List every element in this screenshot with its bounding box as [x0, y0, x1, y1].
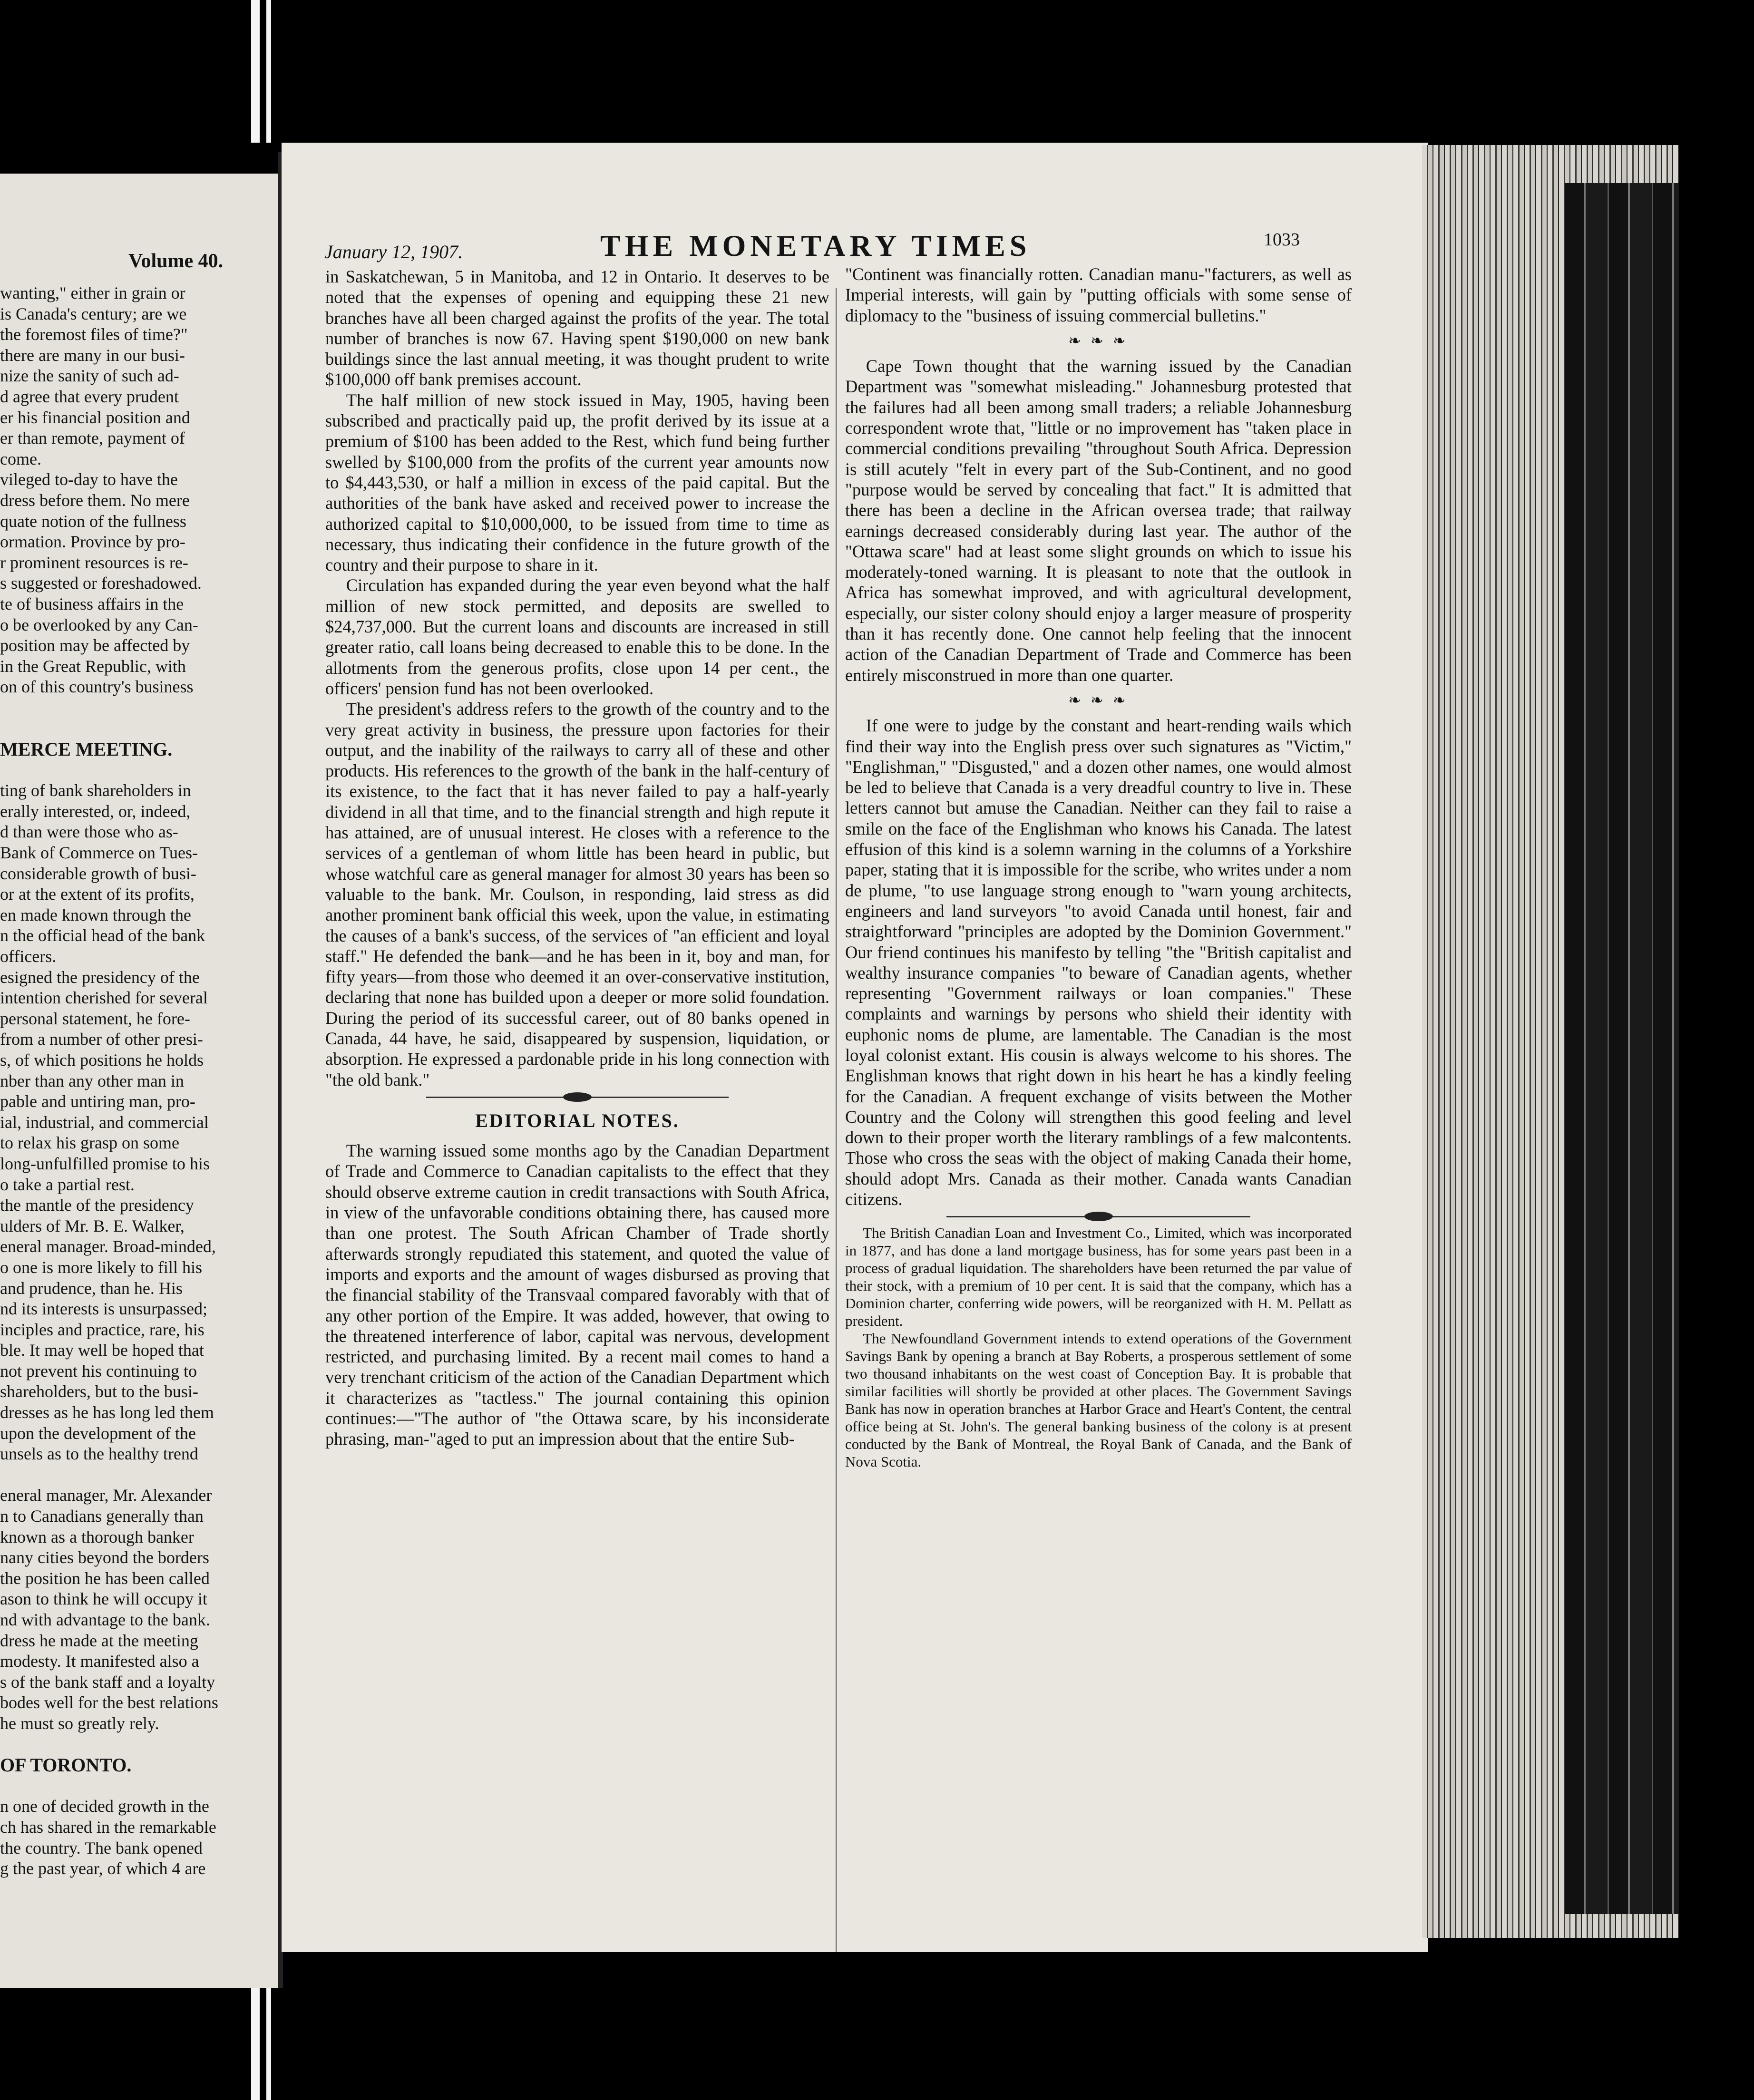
left-page-line: [0, 1776, 269, 1797]
left-page-line: or at the extent of its profits,: [0, 885, 195, 904]
left-page-line: vileged to-day to have the: [0, 470, 178, 489]
left-page-line: n to Canadians generally than: [0, 1507, 204, 1526]
film-mark-top-1: [251, 0, 260, 143]
left-page-line: nd its interests is unsurpassed;: [0, 1299, 207, 1319]
left-page-line: unsels as to the healthy trend: [0, 1444, 198, 1464]
left-page-line: erally interested, or, indeed,: [0, 801, 191, 821]
left-page-line: nany cities beyond the borders: [0, 1548, 209, 1567]
left-page-line: n the official head of the bank: [0, 926, 205, 945]
left-page-line: ason to think he will occupy it: [0, 1589, 207, 1609]
col2-paragraph-1: "Continent was financially rotten. Canadian manu-"facturers, as well as Imperial interests, will gain by "putting officials with some sense of diplomacy to the "business of issuing commercial bulletins.": [845, 264, 1352, 325]
left-page-line: considerable growth of busi-: [0, 864, 196, 883]
left-page-line: the country. The bank opened: [0, 1838, 203, 1857]
left-page-line: s suggested or foreshadowed.: [0, 574, 202, 593]
left-page-line: o one is more likely to fill his: [0, 1257, 202, 1277]
column-1: [325, 266, 829, 1449]
left-page-volume: Volume 40.: [128, 250, 224, 272]
col1-paragraph-5: The warning issued some months ago by the Canadian Department of Trade and Commerce to Canadian capitalists to the effect that they should observe extreme caution in credit transactions with South Africa, in view of the unfavorable conditions obtaining there, has caused more than one protest. The South African Chamber of Trade shortly afterwards strongly repudiated this statement, and quoted the value of imports and exports and the amount of wages disbursed as proving that the financial stability of the Transvaal compared favorably with that of any other portion of the Empire. It was added, however, that owing to the threatened interference of labor, capital was nervous, development restricted, and purchasing limited. By a recent mail comes to hand a very trenchant criticism of the action of the Canadian Department which it characterizes as "tactless." The journal containing this opinion continues:—"The author of "the Ottawa scare, by his inconsiderate phrasing, man-"aged to put an impression about that the entire Sub-: [325, 1141, 829, 1449]
left-page-line: [0, 698, 269, 719]
header-date: January 12, 1907.: [324, 241, 463, 262]
left-page-line: dresses as he has long led them: [0, 1403, 214, 1422]
left-page-line: ial, industrial, and commercial: [0, 1112, 209, 1132]
header-title: THE MONETARY TIMES: [600, 229, 1031, 262]
left-page-line: known as a thorough banker: [0, 1527, 194, 1546]
left-page-line: modesty. It manifested also a: [0, 1652, 199, 1671]
left-page: [0, 174, 278, 1988]
ornament-2: ❧ ❧ ❧: [1068, 691, 1129, 709]
left-page-line: en made known through the: [0, 905, 191, 924]
left-page-line: and prudence, than he. His: [0, 1278, 183, 1298]
left-page-line: nize the sanity of such ad-: [0, 366, 179, 386]
left-page-line: s of the bank staff and a loyalty: [0, 1672, 215, 1692]
left-page-line: the position he has been called: [0, 1568, 210, 1588]
section-divider-ornament: [426, 1097, 729, 1098]
col1-paragraph-2: The half million of new stock issued in May, 1905, having been subscribed and practically paid up, the profit derived by its issue at a premium of $100 has been added to the Rest, which fund being further swelled by $100,000 from the profits of the current year amounts now to $4,443,530, or half a million in excess of the paid capital. But the authorities of the bank have asked and received power to increase the authorized capital to $10,000,000, to be issued from time to time as necessary, thus indicating their confidence in the future growth of the country and their purpose to share in it.: [325, 390, 829, 575]
film-mark-bottom-2: [266, 1983, 271, 2100]
left-page-line: pable and untiring man, pro-: [0, 1092, 195, 1111]
left-page-line: ormation. Province by pro-: [0, 532, 185, 552]
left-page-line: not prevent his continuing to: [0, 1361, 197, 1381]
col2-paragraph-3: If one were to judge by the constant and heart-rending wails which find their way into the English press over such signatures as "Victim," "Englishman," "Disgusted," and a dozen other names, one would almost be led to believe that Canada is a very dreadful country to live in. These letters cannot but amuse the Canadian. Neither can they fail to raise a smile on the face of the Englishman who knows his Canada. The latest effusion of this kind is a solemn warning in the columns of a Yorkshire paper, stating that it is impossible for the scribe, who writes under a nom de plume, "to use language strong enough to "warn young architects, engineers and land surveyors "to avoid Canada until honest, fair and straightforward "principles are adopted by the Dominion Government." Our friend continues his manifesto by telling "the "British capitalist and wealthy insurance companies "to beware of Canadian agents, whether representing "Government railways or loan companies." These complaints and warnings by persons who shield their identity with euphonic noms de plume, are lamentable. The Canadian is the most loyal colonist extant. His cousin is always welcome to his shores. The Englishman knows that right down in his heart he has a kindly feeling for the Canadian. A frequent exchange of visits between the Mother Country and the Colony will strengthen this good feeling and level down to their proper worth the literary ramblings of a few malcontents. Those who cross the seas with the object of making Canada their home, should adopt Mrs. Canada as their mother. Canada wants Canadian citizens.: [845, 716, 1352, 1209]
left-page-line: nd with advantage to the bank.: [0, 1610, 210, 1629]
col1-paragraph-4: The president's address refers to the growth of the country and to the very great activity in business, the pressure upon factories for their output, and the inability of the railways to carry all of these and other products. His references to the growth of the bank in the half-century of its existence, to the fact that it has never failed to pay a half-yearly dividend in all that time, and to the financial strength and high repute it has attained, are of unusual interest. He closes with a reference to the services of a gentleman of whom little has been heard in public, but whose watchful care as general manager for almost 30 years has been so valuable to the bank. Mr. Coulson, in responding, laid stress as did another prominent bank official this week, upon the value, in estimating the causes of a bank's success, of the services of "an efficient and loyal staff." He defended the bank—and he has been in it, boy and man, for fifty years—from those who deemed it an over-conservative institution, declaring that none has builded upon a deeper or more solid foundation. During the period of its successful career, out of 80 banks opened in Canada, 44 have, he said, disappeared by suspension, liquidation, or absorption. He expressed a pardonable pride in his long connection with "the old bank.": [325, 699, 829, 1089]
col2-paragraph-5: The Newfoundland Government intends to extend operations of the Government Savings Bank by opening a branch at Bay Roberts, a prosperous settlement of some two thousand inhabitants on the west coast of Conception Bay. It is probable that similar facilities will shortly be provided at other places. The Government Savings Bank has now in operation branches at Harbor Grace and Heart's Content, the central office being at St. John's. The general banking business of the colony is at present conducted by the Bank of Montreal, the Royal Bank of Canada, and the Bank of Nova Scotia.: [845, 1330, 1352, 1470]
left-page-line: quate notion of the fullness: [0, 511, 186, 531]
left-page-line: from a number of other presi-: [0, 1030, 203, 1049]
left-page-line: on of this country's business: [0, 677, 194, 697]
section-divider-ornament-2: [946, 1216, 1250, 1217]
col2-paragraph-4: The British Canadian Loan and Investment Co., Limited, which was incorporated in 1877, and has done a land mortgage business, has for some years past been in a process of gradual liquidation. The shareholders have been returned the par value of their stock, with a premium of 10 per cent. It is said that the company, which has a Dominion charter, conferring wide powers, will be reorganized with H. M. Pellatt as president.: [845, 1225, 1352, 1330]
left-page-line: dress before them. No mere: [0, 490, 190, 510]
left-page-line: inciples and practice, rare, his: [0, 1320, 205, 1339]
left-page-line: er his financial position and: [0, 408, 190, 427]
header-page-number: 1033: [1264, 230, 1300, 250]
left-page-line: g the past year, of which 4 are: [0, 1859, 206, 1878]
left-page-text: [0, 283, 269, 1879]
left-page-line: bodes well for the best relations: [0, 1693, 218, 1712]
left-page-line: Bank of Commerce on Tues-: [0, 843, 198, 863]
left-page-line: personal statement, he fore-: [0, 1009, 190, 1028]
left-page-line: [0, 718, 269, 739]
left-page-line: officers.: [0, 947, 57, 966]
col1-paragraph-1: in Saskatchewan, 5 in Manitoba, and 12 in Ontario. It deserves to be noted that the expenses of opening and equipping these 21 new branches have all been charged against the profits of the year. The total number of branches is now 67. Having spent $190,000 on new bank buildings since the last annual meeting, it was thought prudent to write $100,000 off bank premises account.: [325, 267, 829, 389]
left-page-line: n one of decided growth in the: [0, 1797, 209, 1816]
left-page-line: position may be affected by: [0, 636, 190, 655]
left-page-line: intention cherished for several: [0, 988, 208, 1008]
left-page-line: there are many in our busi-: [0, 345, 185, 365]
left-page-line: in the Great Republic, with: [0, 656, 186, 676]
ornament-1: ❧ ❧ ❧: [1068, 331, 1129, 349]
film-mark-top-2: [266, 0, 271, 143]
left-page-line: upon the development of the: [0, 1423, 196, 1443]
left-page-line: ble. It may well be hoped that: [0, 1341, 204, 1360]
col2-paragraph-2: Cape Town thought that the warning issued by the Canadian Department was "somewhat misleading." Johannesburg protested that the failures had all been among small traders; a reliable Johannesburg correspondent wrote that, "little or no improvement has "taken place in commercial conditions prevailing "throughout South Africa. Depression is still acutely "felt in every part of the Sub-Continent, and no good "purpose would be served by concealing that fact." It is admitted that there has been a decline in the African oversea trade; that railway earnings decreased considerably during last year. The author of the "Ottawa scare" had at least some slight grounds on which to issue his moderately-toned warning. It is pleasant to note that the outlook in Africa has somewhat improved, and with agricultural development, especially, our sister colony should enjoy a larger measure of prosperity than it has recently done. One cannot help feeling that the innocent action of the Canadian Department of Trade and Commerce has been entirely misconstrued in more than one quarter.: [845, 356, 1352, 685]
left-page-line: is Canada's century; are we: [0, 304, 187, 323]
left-page-line: r prominent resources is re-: [0, 553, 188, 572]
left-page-line: te of business affairs in the: [0, 594, 184, 613]
left-page-line: come.: [0, 449, 41, 468]
left-page-line: long-unfulfilled promise to his: [0, 1154, 210, 1173]
left-page-line: eneral manager. Broad-minded,: [0, 1237, 216, 1256]
left-page-line: d agree that every prudent: [0, 387, 179, 406]
left-page-line: MERCE MEETING.: [0, 739, 173, 760]
left-page-line: OF TORONTO.: [0, 1755, 132, 1776]
left-page-line: [0, 1734, 269, 1755]
left-page-line: s, of which positions he holds: [0, 1050, 204, 1069]
left-page-line: [0, 1465, 269, 1486]
film-mark-bottom-1: [251, 1983, 260, 2100]
left-page-line: shareholders, but to the busi-: [0, 1382, 198, 1401]
left-page-line: he must so greatly rely.: [0, 1713, 159, 1733]
left-page-line: o be overlooked by any Can-: [0, 615, 198, 634]
col1-paragraph-3: Circulation has expanded during the year even beyond what the half million of new stock permitted, and deposits are swelled to $24,737,000. But the current loans and discounts are increased in still greater ratio, call loans being decreased to enable this to be done. In the allotments from the generous profits, close upon 14 per cent., the officers' pension fund has not been overlooked.: [325, 575, 829, 698]
left-page-line: eneral manager, Mr. Alexander: [0, 1486, 212, 1505]
left-page-line: ting of bank shareholders in: [0, 781, 191, 800]
left-page-line: nber than any other man in: [0, 1071, 184, 1090]
left-page-line: the mantle of the presidency: [0, 1196, 194, 1215]
left-page-line: esigned the presidency of the: [0, 967, 200, 987]
book-page-edges: [1422, 145, 1679, 1938]
left-page-line: the foremost files of time?": [0, 325, 188, 344]
left-page-line: ch has shared in the remarkable: [0, 1817, 216, 1837]
editorial-notes-heading: EDITORIAL NOTES.: [475, 1109, 680, 1131]
left-page-line: [0, 760, 269, 781]
column-rule: [836, 288, 837, 1952]
left-page-line: to relax his grasp on some: [0, 1133, 179, 1153]
column-2: [845, 264, 1352, 1470]
left-page-line: er than remote, payment of: [0, 428, 185, 448]
left-page-line: o take a partial rest.: [0, 1175, 135, 1194]
left-page-line: wanting," either in grain or: [0, 283, 185, 302]
left-page-line: ulders of Mr. B. E. Walker,: [0, 1216, 185, 1235]
left-page-line: dress he made at the meeting: [0, 1631, 198, 1650]
right-page: [282, 143, 1428, 1952]
left-page-line: d than were those who as-: [0, 822, 178, 842]
